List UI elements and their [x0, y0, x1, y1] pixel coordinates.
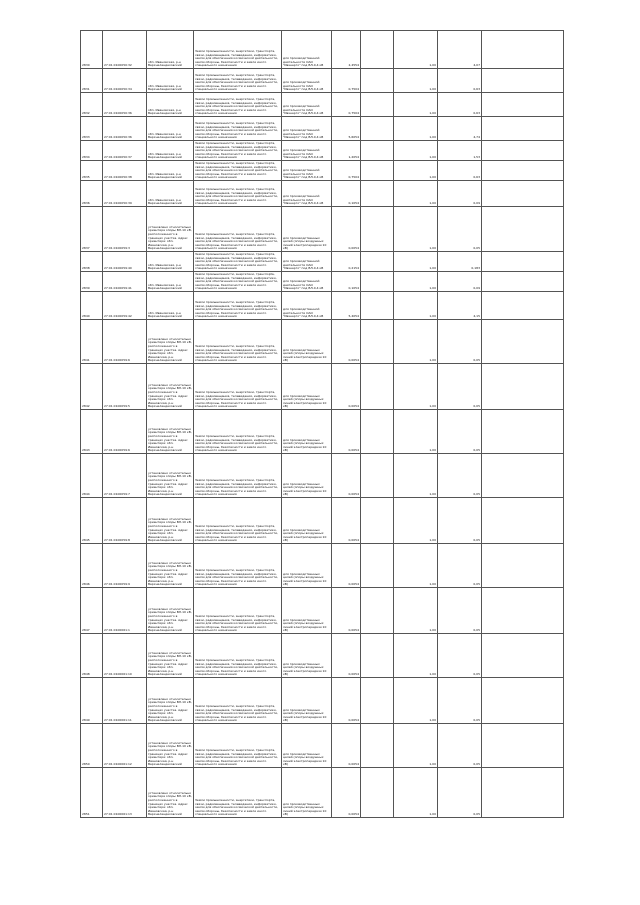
cell-value: 0,05	[438, 320, 482, 364]
cell-land-category: Земли промышленности, энергетики, транспорта, связи, радиовещания, телевидения, информатики, земли для обеспечения космической деятельности, земли обороны, безопасности и земли иного специального назначения	[194, 31, 282, 69]
cell-extra	[361, 31, 394, 69]
cell-cadastral-number: 27:01:0100061:13	[103, 768, 147, 818]
cell-extra	[361, 93, 394, 117]
cell-extra	[361, 207, 394, 252]
table-row	[81, 544, 564, 588]
land-plots-table	[80, 30, 564, 818]
cell-value: 0,05	[438, 498, 482, 544]
cell-cadastral-number: 27:01:0100050:37	[103, 141, 147, 161]
cell-area: 0,0054	[332, 320, 361, 364]
cell-number: 2848	[81, 634, 103, 678]
cell-permitted-use: для производственной деятельности ОАО "Ивэнерго" под ВЛ-0,4 кВ	[282, 252, 332, 272]
cell-area: 0,0054	[332, 364, 361, 410]
cell-number: 2830	[81, 31, 103, 69]
cell-permitted-use: для производственных целей (опоры воздушных линий электропередачи 10 кВ)	[282, 544, 332, 588]
cell-address: обл. Ивановская, р-н Верхнеландеховский	[147, 31, 194, 69]
cell-area: 0,0054	[332, 724, 361, 768]
cell-land-category: Земли промышленности, энергетики, транспорта, связи, радиовещания, телевидения, информатики, земли для обеспечения космической деятельности, земли обороны, безопасности и земли иного специального назначения	[194, 292, 282, 320]
cell-permitted-use: для производственных целей (опоры воздушных линий электропередачи 10 кВ)	[282, 207, 332, 252]
cell-permitted-use: для производственной деятельности ОАО "Ивэнерго" под ВЛ-0,4 кВ	[282, 141, 332, 161]
cell-area: 0,1054	[332, 272, 361, 292]
cell-cadastral-number: 27:01:0100059:3	[103, 207, 147, 252]
cell-land-category: Земли промышленности, энергетики, транспорта, связи, радиовещания, телевидения, информатики, земли для обеспечения космической деятельности, земли обороны, безопасности и земли иного специального назначения	[194, 93, 282, 117]
cell-address: обл. Ивановская, р-н Верхнеландеховский	[147, 141, 194, 161]
cell-coefficient: 1,00	[394, 69, 438, 93]
cell-permitted-use: для производственных целей (опоры воздушных линий электропередачи 10 кВ)	[282, 320, 332, 364]
cell-extra	[361, 272, 394, 292]
cell-area: 0,0054	[332, 498, 361, 544]
cell-permitted-use: для производственных целей (опоры воздушных линий электропередачи 10 кВ)	[282, 364, 332, 410]
cell-cadastral-number: 27:01:0100050:36	[103, 117, 147, 141]
cell-permitted-use: для производственных целей (опоры воздушных линий электропередачи 10 кВ)	[282, 724, 332, 768]
cell-cadastral-number: 27:01:0100059:8	[103, 498, 147, 544]
table-row	[81, 141, 564, 161]
cell-cadastral-number: 27:01:0100059:6	[103, 410, 147, 454]
cell-land-category: Земли промышленности, энергетики, транспорта, связи, радиовещания, телевидения, информатики, земли для обеспечения космической деятельности, земли обороны, безопасности и земли иного специального назначения	[194, 207, 282, 252]
cell-permitted-use: для производственной деятельности ОАО "Ивэнерго" под ВЛ-0,4 кВ	[282, 69, 332, 93]
cell-extra	[361, 768, 394, 818]
table-row	[81, 364, 564, 410]
cell-empty	[482, 724, 564, 768]
cell-extra	[361, 292, 394, 320]
cell-value: 4,15	[438, 292, 482, 320]
cell-coefficient: 1,00	[394, 768, 438, 818]
cell-permitted-use: для производственных целей (опоры воздушных линий электропередачи 10 кВ)	[282, 588, 332, 634]
cell-coefficient: 1,00	[394, 117, 438, 141]
cell-cadastral-number: 27:01:0100059:40	[103, 252, 147, 272]
cell-coefficient: 1,00	[394, 588, 438, 634]
cell-value: 0,05	[438, 588, 482, 634]
cell-value: 0,09	[438, 181, 482, 207]
table-body	[81, 31, 564, 818]
cell-cadastral-number: 27:01:0100050:34	[103, 69, 147, 93]
cell-extra	[361, 320, 394, 364]
cell-extra	[361, 364, 394, 410]
cell-area: 0,0054	[332, 544, 361, 588]
cell-value: 0,63	[438, 93, 482, 117]
cell-cadastral-number: 27:01:0100059:7	[103, 454, 147, 498]
cell-cadastral-number: 27:01:0100050:36	[103, 93, 147, 117]
cell-extra	[361, 252, 394, 272]
cell-permitted-use: для производственной деятельности ОАО "Ивэнерго" под ВЛ-0,4 кВ	[282, 161, 332, 181]
table-row	[81, 320, 564, 364]
cell-extra	[361, 141, 394, 161]
cell-empty	[482, 634, 564, 678]
table-row	[81, 207, 564, 252]
cell-area: 5,6054	[332, 117, 361, 141]
table-row	[81, 454, 564, 498]
cell-land-category: Земли промышленности, энергетики, транспорта, связи, радиовещания, телевидения, информатики, земли для обеспечения космической деятельности, земли обороны, безопасности и земли иного специального назначения	[194, 320, 282, 364]
cell-empty	[482, 410, 564, 454]
cell-address: установлено относительно ориентира опоры ВЛ-10 кВ, расположенного в границах участка. Адрес ориентира: обл. Ивановская, р-н Верхнеландеховский	[147, 768, 194, 818]
table-row	[81, 161, 564, 181]
cell-permitted-use: для производственной деятельности ОАО "Ивэнерго" под ВЛ-0,4 кВ	[282, 181, 332, 207]
cell-value: 0,05	[438, 724, 482, 768]
cell-land-category: Земли промышленности, энергетики, транспорта, связи, радиовещания, телевидения, информатики, земли для обеспечения космической деятельности, земли обороны, безопасности и земли иного специального назначения	[194, 69, 282, 93]
cell-land-category: Земли промышленности, энергетики, транспорta, связи, радиовещания, телевидения, информатики, земли для обеспечения космической деятельности, земли обороны, безопасности и земли иного специального назначения	[194, 272, 282, 292]
cell-coefficient: 1,00	[394, 161, 438, 181]
cell-empty	[482, 678, 564, 724]
cell-empty	[482, 181, 564, 207]
cell-area: 2,4554	[332, 31, 361, 69]
cell-extra	[361, 498, 394, 544]
cell-land-category: Земли промышленности, энергетики, транспорта, связи, радиовещания, телевидения, информатики, земли для обеспечения космической деятельности, земли обороны, безопасности и земли иного специального назначения	[194, 410, 282, 454]
cell-empty	[482, 31, 564, 69]
cell-number: 2838	[81, 252, 103, 272]
cell-number: 2840	[81, 292, 103, 320]
cell-land-category: Земли промышленности, энергетики, транспорта, связи, радиовещания, телевидения, информатики, земли для обеспечения космической деятельности, земли обороны, безопасности и земли иного специального назначения	[194, 454, 282, 498]
cell-coefficient: 1,00	[394, 544, 438, 588]
cell-empty	[482, 161, 564, 181]
cell-number: 2842	[81, 364, 103, 410]
cell-address: обл. Ивановская, р-н Верхнеландеховский	[147, 181, 194, 207]
cell-empty	[482, 252, 564, 272]
cell-land-category: Земли промышленности, энергетики, транспорта, связи, радиовещания, телевидения, информатики, земли для обеспечения космической деятельности, земли обороны, безопасности и земли иного специального назначения	[194, 161, 282, 181]
cell-area: 0,0054	[332, 634, 361, 678]
cell-permitted-use: для производственной деятельности ОАО "Ивэнерго" под ВЛ-0,4 кВ	[282, 31, 332, 69]
cell-permitted-use: для производственных целей (опоры воздушных линий электропередачи 10 кВ)	[282, 768, 332, 818]
cell-number: 2835	[81, 161, 103, 181]
cell-area: 0,0054	[332, 768, 361, 818]
cell-land-category: Земли промышленности, энергетики, транспорта, связи, радиовещания, телевидения, информатики, земли для обеспечения космической деятельности, земли обороны, безопасности и земли иного специального назначения	[194, 141, 282, 161]
cell-value: 0,05	[438, 364, 482, 410]
cell-coefficient: 1,00	[394, 31, 438, 69]
cell-extra	[361, 410, 394, 454]
cell-cadastral-number: 27:01:0100050:39	[103, 181, 147, 207]
table-row	[81, 69, 564, 93]
cell-coefficient: 1,00	[394, 320, 438, 364]
cell-value: 0,183	[438, 252, 482, 272]
cell-address: установлено относительно ориентира опоры ВЛ-10 кВ, расположенного в границах участка. Адрес ориентира: обл. Ивановская, р-н Верхнеландеховский	[147, 588, 194, 634]
cell-number: 2850	[81, 724, 103, 768]
cell-permitted-use: для производственной деятельности ОАО "Ивэнерго" под ВЛ-0,4 кВ	[282, 292, 332, 320]
cell-address: обл. Ивановская, р-н Верхнеландеховский	[147, 252, 194, 272]
cell-empty	[482, 141, 564, 161]
cell-number: 2846	[81, 544, 103, 588]
cell-value: 0,09	[438, 272, 482, 292]
cell-cadastral-number: 27:01:0100061:12	[103, 724, 147, 768]
cell-value: 1,53	[438, 141, 482, 161]
cell-address: установлено относительно ориентира опоры ВЛ-10 кВ, расположенного в границах участка. Адрес ориентира: обл. Ивановская, р-н Верхнеландеховский	[147, 454, 194, 498]
cell-extra	[361, 117, 394, 141]
table-row	[81, 634, 564, 678]
cell-empty	[482, 117, 564, 141]
cell-value: 0,05	[438, 207, 482, 252]
cell-number: 2847	[81, 588, 103, 634]
cell-empty	[482, 272, 564, 292]
cell-permitted-use: для производственных целей (опоры воздушных линий электропередачи 10 кВ)	[282, 454, 332, 498]
cell-coefficient: 1,00	[394, 364, 438, 410]
cell-permitted-use: для производственной деятельности ОАО "Ивэнерго" под ВЛ-0,4 кВ	[282, 272, 332, 292]
cell-cadastral-number: 27:01:0100059:6	[103, 320, 147, 364]
cell-number: 2841	[81, 320, 103, 364]
table-row	[81, 410, 564, 454]
cell-extra	[361, 181, 394, 207]
cell-land-category: Земли промышленности, энергетики, транспорта, связи, радиовещания, телевидения, информатики, земли для обеспечения космической деятельности, земли обороны, безопасности и земли иного специального назначения	[194, 588, 282, 634]
cell-empty	[482, 292, 564, 320]
cell-land-category: Земли промышленности, энергетики, транспорта, связи, радиовещания, телевидения, информатики, земли для обеспечения космической деятельности, земли обороны, безопасности и земли иного специального назначения	[194, 544, 282, 588]
table-row	[81, 724, 564, 768]
cell-extra	[361, 588, 394, 634]
cell-extra	[361, 678, 394, 724]
cell-empty	[482, 588, 564, 634]
cell-coefficient: 1,00	[394, 207, 438, 252]
cell-area: 0,1054	[332, 181, 361, 207]
cell-empty	[482, 320, 564, 364]
cell-area: 0,0054	[332, 588, 361, 634]
cell-number: 2834	[81, 141, 103, 161]
cell-cadastral-number: 27:01:0100050:38	[103, 161, 147, 181]
cell-address: обл. Ивановская, р-н Верхнеландеховский	[147, 93, 194, 117]
cell-coefficient: 1,00	[394, 181, 438, 207]
cell-extra	[361, 724, 394, 768]
cell-extra	[361, 544, 394, 588]
cell-coefficient: 1,00	[394, 678, 438, 724]
cell-cadastral-number: 27:01:0100059:42	[103, 292, 147, 320]
cell-area: 0,7504	[332, 161, 361, 181]
cell-empty	[482, 454, 564, 498]
document-sheet	[80, 30, 563, 818]
cell-address: установлено относительно ориентира опоры ВЛ-10 кВ, расположенного в границах участка. Адрес ориентира: обл. Ивановская, р-н Верхнеландеховский	[147, 678, 194, 724]
cell-number: 2851	[81, 768, 103, 818]
cell-address: установлено относительно ориентира опоры ВЛ-10 кВ, расположенного в границах участка. Адрес ориентира: обл. Ивановская, р-н Верхнеландеховский	[147, 320, 194, 364]
cell-value: 4,74	[438, 117, 482, 141]
table-row	[81, 498, 564, 544]
cell-address: установлено относительно ориентира опоры ВЛ-10 кВ, расположенного в границах участка. Адрес ориентира: обл. Ивановская, р-н Верхнеландеховский	[147, 498, 194, 544]
cell-number: 2833	[81, 117, 103, 141]
cell-empty	[482, 768, 564, 818]
cell-empty	[482, 207, 564, 252]
cell-address: установлено относительно ориентира опоры ВЛ-10 кВ, расположенного в границах участка. Адрес ориентира: обл. Ивановская, р-н Верхнеландеховский	[147, 634, 194, 678]
cell-address: обл. Ивановская, р-н Верхнеландеховский	[147, 161, 194, 181]
cell-coefficient: 1,00	[394, 724, 438, 768]
cell-empty	[482, 69, 564, 93]
cell-area: 0,0054	[332, 410, 361, 454]
cell-number: 2845	[81, 498, 103, 544]
cell-area: 0,0054	[332, 678, 361, 724]
cell-number: 2837	[81, 207, 103, 252]
cell-cadastral-number: 27:01:0100059:9	[103, 544, 147, 588]
cell-value: 0,63	[438, 69, 482, 93]
cell-land-category: Земли промышленности, энергетики, транспорта, связи, радиовещания, телевидения, информатики, земли для обеспечения космической деятельности, земли обороны, безопасности и земли иного специального назначения	[194, 724, 282, 768]
cell-coefficient: 1,00	[394, 292, 438, 320]
cell-land-category: Земли промышленности, энергетики, транспорта, связи, радиовещания, телевидения, информатики, земли для обеспечения космической деятельности, земли обороны, безопасности и земли иного специального назначения	[194, 117, 282, 141]
cell-empty	[482, 498, 564, 544]
cell-value: 0,05	[438, 544, 482, 588]
cell-land-category: Земли промышленности, энергетики, транспорта, связи, радиовещания, телевидения, информатики, земли для обеспечения космической деятельности, земли обороны, безопасности и земли иного специального назначения	[194, 768, 282, 818]
cell-address: установлено относительно ориентира опоры ВЛ-10 кВ, расположенного в границах участка. Адрес ориентира: обл. Ивановская, р-н Верхнеландеховский	[147, 207, 194, 252]
cell-number: 2843	[81, 410, 103, 454]
cell-land-category: Земли промышленности, энергетики, транспорта, связи, радиовещания, телевидения, информатики, земли для обеспечения космической деятельности, земли обороны, безопасности и земли иного специального назначения	[194, 181, 282, 207]
table-row	[81, 292, 564, 320]
cell-empty	[482, 544, 564, 588]
cell-cadastral-number: 27:01:0100059:41	[103, 272, 147, 292]
cell-coefficient: 1,00	[394, 252, 438, 272]
cell-number: 2849	[81, 678, 103, 724]
cell-value: 0,05	[438, 410, 482, 454]
cell-extra	[361, 161, 394, 181]
cell-permitted-use: для производственной деятельности ОАО "Ивэнерго" под ВЛ-0,4 кВ	[282, 93, 332, 117]
cell-address: установлено относительно ориентира опоры ВЛ-10 кВ, расположенного в границах участка. Адрес ориентира: обл. Ивановская, р-н Верхнеландеховский	[147, 724, 194, 768]
cell-permitted-use: для производственной деятельности ОАО "Ивэнерго" под ВЛ-0,4 кВ	[282, 117, 332, 141]
cell-land-category: Земли промышленности, энергетики, транспорта, связи, радиовещания, телевидения, информатики, земли для обеспечения космической деятельности, земли обороны, безопасности и земли иного специального назначения	[194, 252, 282, 272]
cell-address: обл. Ивановская, р-н Верхнеландеховский	[147, 292, 194, 320]
cell-empty	[482, 93, 564, 117]
table-row	[81, 93, 564, 117]
cell-cadastral-number: 27:01:0100050:32	[103, 31, 147, 69]
table-row	[81, 252, 564, 272]
cell-coefficient: 1,00	[394, 634, 438, 678]
cell-value: 0,05	[438, 634, 482, 678]
cell-address: обл. Ивановская, р-н Верхнеландеховский	[147, 69, 194, 93]
table-row	[81, 588, 564, 634]
cell-land-category: Земли промышленности, энергетики, транспорта, связи, радиовещания, телевидения, информатики, земли для обеспечения космической деятельности, земли обороны, безопасности и земли иного специального назначения	[194, 364, 282, 410]
cell-area: 0,0054	[332, 454, 361, 498]
cell-coefficient: 1,00	[394, 454, 438, 498]
cell-area: 0,0054	[332, 207, 361, 252]
table-row	[81, 272, 564, 292]
cell-permitted-use: для производственных целей (опоры воздушных линий электропередачи 10 кВ)	[282, 678, 332, 724]
cell-area: 1,2054	[332, 141, 361, 161]
cell-permitted-use: для производственных целей (опоры воздушных линий электропередачи 10 кВ)	[282, 634, 332, 678]
cell-value: 0,63	[438, 161, 482, 181]
cell-land-category: Земли промышленности, энергетики, транспорта, связи, радиовещания, телевидения, информатики, земли для обеспечения космической деятельности, земли обороны, безопасности и земли иного специального назначения	[194, 634, 282, 678]
cell-coefficient: 1,00	[394, 272, 438, 292]
cell-value: 0,05	[438, 768, 482, 818]
cell-number: 2832	[81, 93, 103, 117]
cell-address: обл. Ивановская, р-н Верхнеландеховский	[147, 117, 194, 141]
table-row	[81, 678, 564, 724]
cell-address: установлено относительно ориентира опоры ВЛ-10 кВ, расположенного в границах участка. Адрес ориентира: обл. Ивановская, р-н Верхнеландеховский	[147, 364, 194, 410]
cell-permitted-use: для производственных целей (опоры воздушных линий электропередачи 10 кВ)	[282, 410, 332, 454]
cell-land-category: Земли промышленности, энергетики, транспорта, связи, радиовещания, телевидения, информатики, земли для обеспечения космической деятельности, земли обороны, безопасности и земли иного специального назначения	[194, 678, 282, 724]
table-row	[81, 768, 564, 818]
cell-area: 5,4054	[332, 292, 361, 320]
cell-value: 4,07	[438, 31, 482, 69]
cell-land-category: Земли промышленности, энергетики, транспорта, связи, радиовещания, телевидения, информатики, земли для обеспечения космической деятельности, земли обороны, безопасности и земли иного специального назначения	[194, 498, 282, 544]
cell-number: 2844	[81, 454, 103, 498]
cell-extra	[361, 634, 394, 678]
cell-area: 0,7504	[332, 69, 361, 93]
cell-address: установлено относительно ориентира опоры ВЛ-10 кВ, расположенного в границах участка. Адрес ориентира: обл. Ивановская, р-н Верхнеландеховский	[147, 410, 194, 454]
cell-cadastral-number: 27:01:0100061:1	[103, 588, 147, 634]
cell-area: 0,7504	[332, 93, 361, 117]
table-row	[81, 31, 564, 69]
cell-value: 0,05	[438, 454, 482, 498]
cell-extra	[361, 454, 394, 498]
cell-area: 0,2154	[332, 252, 361, 272]
cell-coefficient: 1,00	[394, 141, 438, 161]
cell-address: установлено относительно ориентира опоры ВЛ-10 кВ, расположенного в границах участка. Адрес ориентира: обл. Ивановская, р-н Верхнеландеховский	[147, 544, 194, 588]
cell-cadastral-number: 27:01:0100061:10	[103, 634, 147, 678]
cell-empty	[482, 364, 564, 410]
table-row	[81, 117, 564, 141]
table-row	[81, 181, 564, 207]
cell-coefficient: 1,00	[394, 410, 438, 454]
cell-address: обл. Ивановская, р-н Верхнеландеховский	[147, 272, 194, 292]
cell-number: 2839	[81, 272, 103, 292]
cell-value: 0,05	[438, 678, 482, 724]
cell-cadastral-number: 27:01:0100059:5	[103, 364, 147, 410]
cell-permitted-use: для производственных целей (опоры воздушных линий электропередачи 10 кВ)	[282, 498, 332, 544]
cell-number: 2831	[81, 69, 103, 93]
cell-cadastral-number: 27:01:0100061:11	[103, 678, 147, 724]
cell-coefficient: 1,00	[394, 93, 438, 117]
cell-coefficient: 1,00	[394, 498, 438, 544]
cell-extra	[361, 69, 394, 93]
cell-number: 2836	[81, 181, 103, 207]
